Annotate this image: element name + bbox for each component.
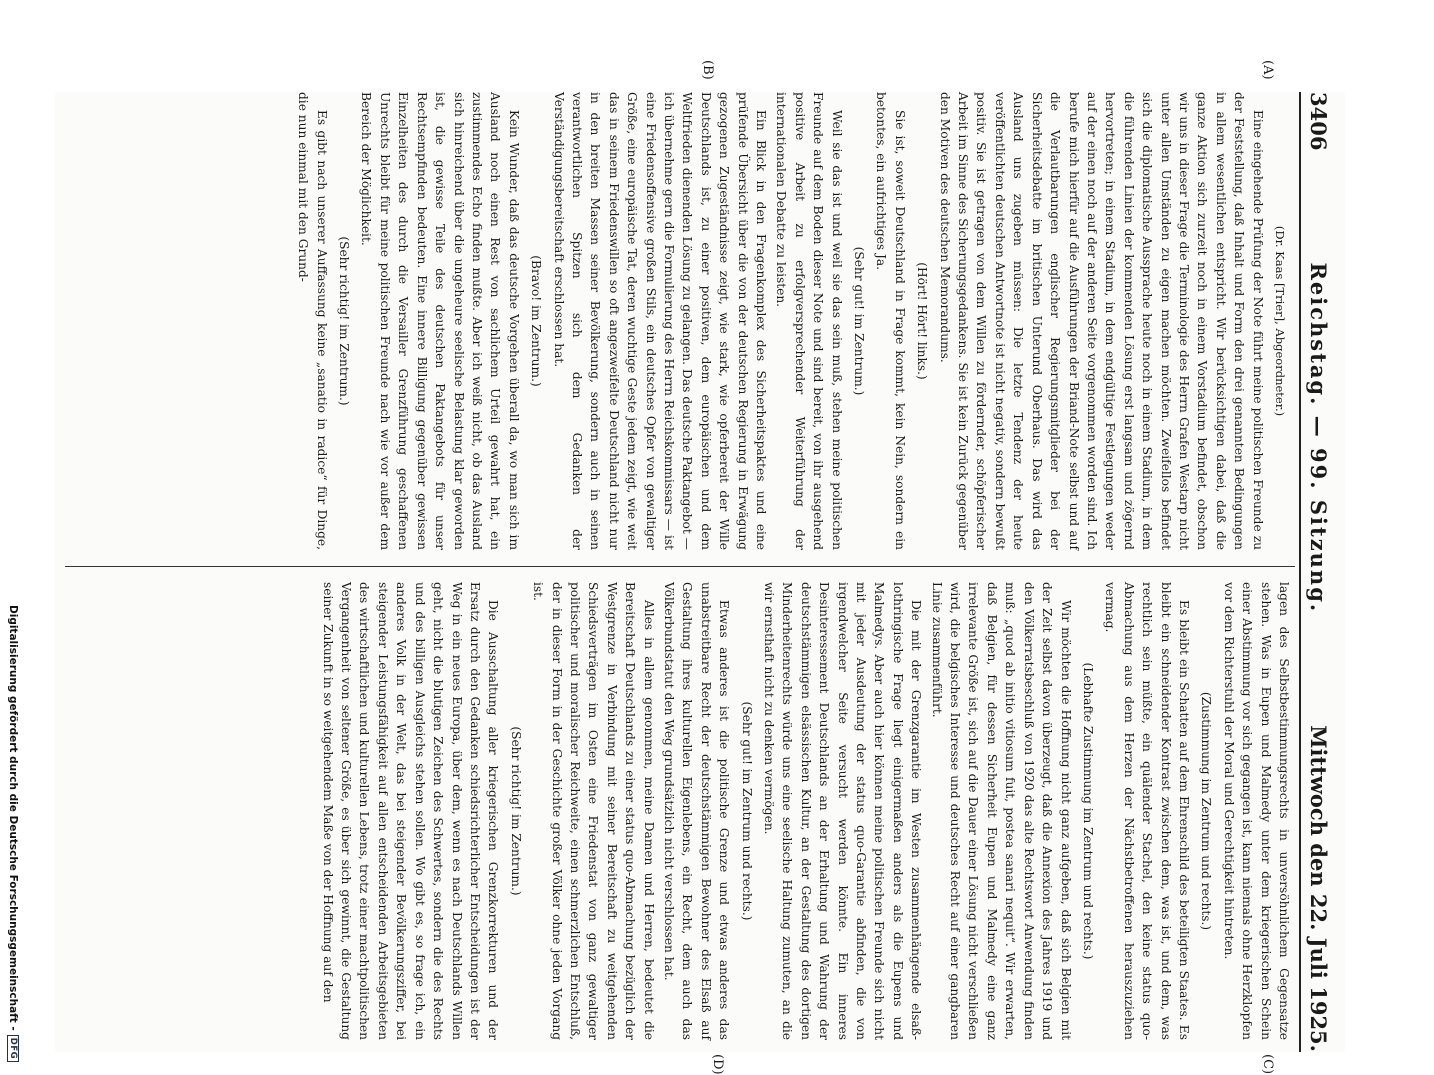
- paragraph: Sie ist, soweit Deutschland in Frage kommt, kein Nein, sondern ein betontes, ein aufrichtiges Ja.: [874, 92, 907, 550]
- paragraph: Eine eingehende Prüfung der Note führt meine politischen Freunde zu der Feststellung, daß Inhalt und Form den drei genannten Bedingungen in allem wesentlichen entspricht. Wir berücksichtigen dabei, daß die ganze Aktion sich zurzeit noch in einem Vorstadium befindet, obschon wir uns in dieser Frage die Terminologie des Herrn Grafen Westarp nicht unter allen Umständen zu eigen machen möchten. Zweifellos befindet sich die diplomatische Aussprache heute noch in einem Stadium, in dem die führenden Linien der kommenden Lösung erst langsam und zögernd hervortreten; in einem Stadium, in dem endgültige Festlegungen weder auf der einen noch auf der anderen Seite vorgenommen worden sind. Ich berufe mich hierfür auf die Ausführungen der Briand-Note selbst und auf die Verlautbarungen englischer Regierungsmitglieder bei der Sicherheitsdebatte im britischen Unterund Oberhaus. Das wird das Ausland uns zugeben müssen: Die letzte Tendenz der heute veröffentlichten deutschen Antwortnote ist nicht negativ, sondern bewußt positiv. Sie ist getragen von dem Willen zu fördernder, schöpferischer Arbeit im Sinne des Sicherungsgedankens. Sie ist kein Zurück gegenüber den Motiven des deutschen Memorandums.: [937, 92, 1265, 550]
- dfg-logo: DFG: [7, 1035, 19, 1062]
- reaction-note: (Hört! Hört! links.): [915, 262, 930, 380]
- page-header: [1299, 92, 1337, 1052]
- paragraph: Die Ausschaltung aller kriegerischen Grenzkorrekturen und der Ersatz durch den Gedanken schiedsrichterlicher Entscheidungen ist der Weg in ein neues Europa, über dem, wenn es nach Deutschlands Willen geht, nicht die blutigen Zeichen des Schwertes, sondern die des Rechts und des billigen Ausgleichs stehen sollen. Wo gibt es, so frage ich, ein anderes Volk in der Welt, das bei steigender Bevölkerungsziffer, bei steigender Leistungsfähigkeit auf allen entscheidenden Arbeitsgebieten des wirtschaftlichen und kulturellen Lebens, trotz einer machtpolitischen Vergangenheit von seltener Größe, es über sich gewinnt, die Gestaltung seiner Zukunft in so weitgehendem Maße von der Hoffnung auf den: [320, 582, 501, 1040]
- reaction-note: (Sehr gut! im Zentrum und rechts.): [739, 701, 754, 921]
- credit-text: Digitalisierung gefördert durch die Deutsche Forschungsgemeinschaft -: [7, 605, 19, 1031]
- column-divider: [65, 566, 1295, 567]
- session-date: Mittwoch den 22. Juli 1925.: [1306, 725, 1332, 1052]
- digitization-credit: [2, 605, 24, 1060]
- paragraph: Kein Wunder, daß das deutsche Vorgehen überall da, wo man sich im Ausland noch einen Rest von sachlichem Urteil gewahrt hat, ein zustimmendes Echo finden mußte. Aber ich weiß nicht, ob das Ausland sich hinreichend über die ungeheure seelische Belastung klar geworden ist, die gewisse Teile des deutschen Paktangebots für unser Rechtsempfinden bedeuten. Eine innere Billigung gegenüber gewissen Einzelheiten des durch die Versailler Grenzführung geschaffenen Unrechts bleibt für meine politischen Freunde nach wie vor außer dem Bereich der Möglichkeit.: [359, 92, 521, 550]
- paragraph: Alles in allem genommen, meine Damen und Herren, bedeutet die Bereitschaft Deutschlands zu einer status quo-Abmachung bezüglich der Westgrenze in Verbindung mit seiner Bereitschaft zu weitgehenden Schiedsverträgen im Osten eine Friedenstat von ganz gewaltiger politischer und moralischer Reichweite, einen schmerzlichen Entschluß, der in dieser Form in der Geschichte großer Völker ohne jeden Vorgang ist.: [531, 582, 656, 1040]
- speaker-line: (Dr. Kaas [Trier], Abgeordneter.): [1273, 225, 1287, 417]
- paragraph: Die mit der Grenzgarantie im Westen zusammenhängende elsaß-lothringische Frage liegt einigermaßen anders als die Eupens und Malmedys. Aber auch hier können meine politischen Freunde sich nicht mit jeder Ausdeutung der status quo-Garantie abfinden, die von irgendwelcher Seite versucht werden könnte. Ein inneres Desinteressement Deutschlands an der Erhaltung und Wahrung der deutschstämmigen elsässischen Kultur, an der Gestaltung des dortigen Minderheitenrechts würde uns eine seelische Haltung zumuten, an die wir ernsthaft nicht zu denken vermögen.: [762, 582, 924, 1040]
- paragraph: Es bleibt ein Schatten auf dem Ehrenschild des beteiligten Staates. Es bleibt ein schneidender Kontrast zwischen dem, was ist, und dem, was rechtlich sein müßte, ein quälender Stachel, den keine status quo-Abmachung aus dem Herzen der Nächstbetroffenen herauszuziehen vermag.: [1103, 582, 1191, 1040]
- reaction-note: (Lebhafte Zustimmung im Zentrum und rechts.): [1080, 662, 1095, 960]
- reaction-note: (Bravo! im Zentrum.): [529, 255, 544, 387]
- reaction-note: (Sehr gut! im Zentrum.): [852, 246, 867, 396]
- margin-marker-a: (A): [1260, 60, 1275, 80]
- page-number: 3406: [1306, 92, 1332, 151]
- right-column: [316, 582, 1293, 1040]
- paragraph: Es gibt nach unserer Auffassung keine „sanatio in radice“ für Dinge, die nun einmal mit den Grund-: [296, 92, 329, 550]
- paragraph: Weil sie das ist und weil sie das sein muß, stehen meine politischen Freunde auf dem Boden dieser Note und sind bereit, von ihr ausgehend positive Arbeit zu erfolgversprechender Weiterführung der internationalen Debatte zu leisten.: [774, 92, 844, 550]
- paragraph: Ein Blick in den Fragenkomplex des Sicherheitspaktes und eine prüfende Übersicht über die von der deutschen Regierung in Erwägung gezogenen Zugeständnisse zeigt, wie stark, wie opferbereit der Wille Deutschlands ist, zu einer positiven, dem europäischen und dem Weltfrieden dienenden Lösung zu gelangen. Das deutsche Paktangebot — ich übernehme gern die Formulierung des Herrn Reichskommissars — ist eine Friedensoffensive großen Stils, ein deutsches Opfer von gewaltiger Größe, eine europäische Tat, deren wuchtige Geste jedem zeigt, wie weit das in seinem Friedenswillen so oft angezweifelte Deutschland nicht nur in den breiten Massen seiner Bevölkerung, sondern auch in seinen verantwortlichen Spitzen sich dem Gedanken der Verständigungsbereitschaft erschlossen hat.: [551, 92, 769, 550]
- reaction-note: (Sehr richtig! im Zentrum.): [337, 236, 352, 406]
- margin-marker-b: (B): [700, 60, 715, 80]
- margin-marker-d: (D): [710, 1054, 725, 1075]
- paragraph: Wir möchten die Hoffnung nicht ganz aufgeben, daß sich Belgien mit der Zeit selbst davon überzeugt, daß die Annexion des Jahres 1919 und den Völkerratsbeschluß von 1920 das alte Rechtswort Anwendung finden muß: „quod ab initio vitiosum fuit, postea sanari nequit“. Wir erwarten, daß Belgien, für dessen Sicherheit Eupen und Malmedy eine ganz irrelevante Größe ist, sich auf die Dauer einer Lösung nicht verschließen wird, die belgisches Interesse und deutsches Recht auf einer gangbaren Linie zusammenführt.: [929, 582, 1073, 1040]
- margin-marker-c: (C): [1260, 1054, 1275, 1075]
- session-title: Reichstag. — 99. Sitzung.: [1306, 262, 1332, 614]
- paragraph: lagen des Selbstbestimmungsrechts in unversöhnlichem Gegensatze stehen. Was in Eupen und Malmedy unter dem kriegerischen Schein einer Abstimmung vor sich gegangen ist, kann niemals ohne Herzklopfen vor dem Richterstuhl der Moral und Gerechtigkeit hintreten.: [1221, 582, 1291, 1040]
- reaction-note: (Sehr richtig! im Zentrum.): [508, 726, 523, 896]
- paragraph: Etwas anderes ist die politische Grenze und etwas anderes das unabstreitbare Recht der deutschstämmigen Bewohner des Elsaß auf Gestaltung ihres kulturellen Eigenlebens, ein Recht, dem auch das Völkerbundstatut den Weg grundsätzlich nicht verschlossen hat.: [662, 582, 732, 1040]
- reaction-note: (Zustimmung im Zentrum und rechts.): [1199, 691, 1214, 931]
- newspaper-page: [55, 60, 1345, 1075]
- left-column: [292, 92, 1293, 550]
